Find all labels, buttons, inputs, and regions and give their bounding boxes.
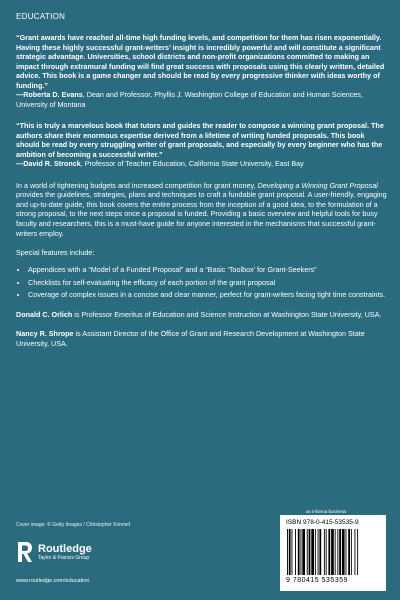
- barcode-bar: [307, 529, 308, 575]
- barcode-bar: [342, 529, 345, 575]
- barcode-bar: [355, 529, 356, 575]
- barcode-bar: [328, 529, 330, 575]
- author-bio-1: [16, 310, 388, 320]
- barcode-panel: [280, 515, 386, 591]
- quote-attribution: [16, 90, 363, 109]
- barcode-bar: [289, 529, 291, 575]
- quote-affiliation: , Dean and Professor, Phyllis J. Washington College of Education and Human Sciences, University of Montana: [16, 90, 363, 109]
- author-bio-text: is Assistant Director of the Office of Grant and Research Development at Washington State University, USA.: [16, 329, 365, 348]
- barcode-bar: [346, 529, 347, 575]
- quote-author: —David R. Stronck: [16, 159, 81, 168]
- barcode-bar: [337, 529, 338, 575]
- barcode-bar: [295, 529, 296, 575]
- back-cover-content: [16, 12, 388, 358]
- barcode-bar: [292, 529, 293, 575]
- barcode-bar: [298, 529, 300, 575]
- feature-item: • Appendices with a “Model of a Funded Proposal” and a “Basic ‘Toolbox’ for Grant-Seekers”: [28, 265, 388, 275]
- author-bio-2: [16, 329, 388, 348]
- cover-credit: Cover image: © Getty Images / Christopher Kimmel: [16, 522, 130, 528]
- publisher-url[interactable]: www.routledge.com/education: [16, 578, 90, 584]
- barcode-bar: [319, 529, 321, 575]
- barcode-bar: [287, 529, 288, 575]
- quote-affiliation: , Professor of Teacher Education, California State University, East Bay: [80, 159, 304, 168]
- barcode-bar: [309, 529, 311, 575]
- features-list: [16, 265, 388, 300]
- description-text: provides the guidelines, strategies, plans and techniques to craft a fundable grant proposal. A user-friendly, engaging and up-to-date guide, this book covers the entire process from the inception of a good idea, to the formulation of a strong proposal, to the next steps once a proposal is funded. Providing a basic overview and helpful tools for busy faculty and researchers, this is a must-have guide for anyone interested in the mechanisms that successful grant-writers employ.: [16, 190, 387, 238]
- book-description: [16, 181, 388, 239]
- barcode-bar: [318, 529, 319, 575]
- barcode-bar: [335, 529, 336, 575]
- book-title: Developing a Winning Grant Proposal: [257, 180, 378, 190]
- routledge-r-icon: [16, 541, 34, 563]
- barcode-bar: [315, 529, 316, 575]
- barcode-bar: [357, 529, 358, 575]
- publisher-name: Routledge: [38, 542, 92, 555]
- barcode-bar: [351, 529, 352, 575]
- quote-text: “Grant awards have reached all-time high funding levels, and competition for them has risen exponentially. Having these highly successful grant-writers’ insight is incredibly powerful and will constitute a significant strategic advantage. Universities, school districts and non-profit organizations committed to making an impact through extramural funding will find great success with proposals using this clearly written, detailed advice. This book is a game changer and should be read by every progressive thinker with ideas worthy of funding.”: [16, 33, 385, 90]
- publisher-logo: [16, 541, 92, 563]
- barcode-icon: [286, 529, 380, 575]
- quote-author: —Roberta D. Evans: [16, 90, 83, 99]
- category-label: EDUCATION: [16, 12, 66, 21]
- feature-item: • Coverage of complex issues in a concise and clear manner, perfect for grant-writers facing tight time constraints.: [28, 290, 388, 300]
- barcode-bar: [324, 529, 325, 575]
- quote-attribution: [16, 159, 304, 168]
- quote-text: “This is truly a marvelous book that tutors and guides the reader to compose a winning grant proposal. The authors share their enormous expertise derived from a lifetime of writing funded proposals. This book should be read by every struggling writer of grant proposals, and especially by every beginner who has the ambition of becoming a successful writer.”: [16, 121, 384, 159]
- barcode-bar: [339, 529, 341, 575]
- barcode-bar: [348, 529, 350, 575]
- barcode-bar: [302, 529, 305, 575]
- barcode-digits: 9 780415 535359: [286, 577, 348, 584]
- description-text: In a world of tightening budgets and increased competition for grant money,: [16, 180, 258, 190]
- barcode-bar: [311, 529, 314, 575]
- feature-item: • Checklists for self-evaluating the efficacy of each portion of the grant proposal: [28, 278, 388, 288]
- isbn-label: ISBN 978-0-415-53535-9: [286, 519, 359, 526]
- barcode-bar: [326, 529, 327, 575]
- barcode-bar: [301, 529, 302, 575]
- barcode-bar: [331, 529, 334, 575]
- publisher-group: Taylor & Francis Group: [38, 554, 90, 561]
- author-name: Nancy R. Shrope: [16, 329, 74, 339]
- author-bio-text: is Professor Emeritus of Education and Science Instruction at Washington State University, USA.: [72, 309, 382, 319]
- author-name: Donald C. Orlich: [16, 309, 73, 319]
- publisher-text: [38, 544, 92, 561]
- endorsement-quote-1: [16, 33, 388, 109]
- endorsement-quote-2: [16, 121, 388, 169]
- informa-tagline: an informa business: [306, 509, 347, 514]
- features-heading: Special features include:: [16, 248, 95, 258]
